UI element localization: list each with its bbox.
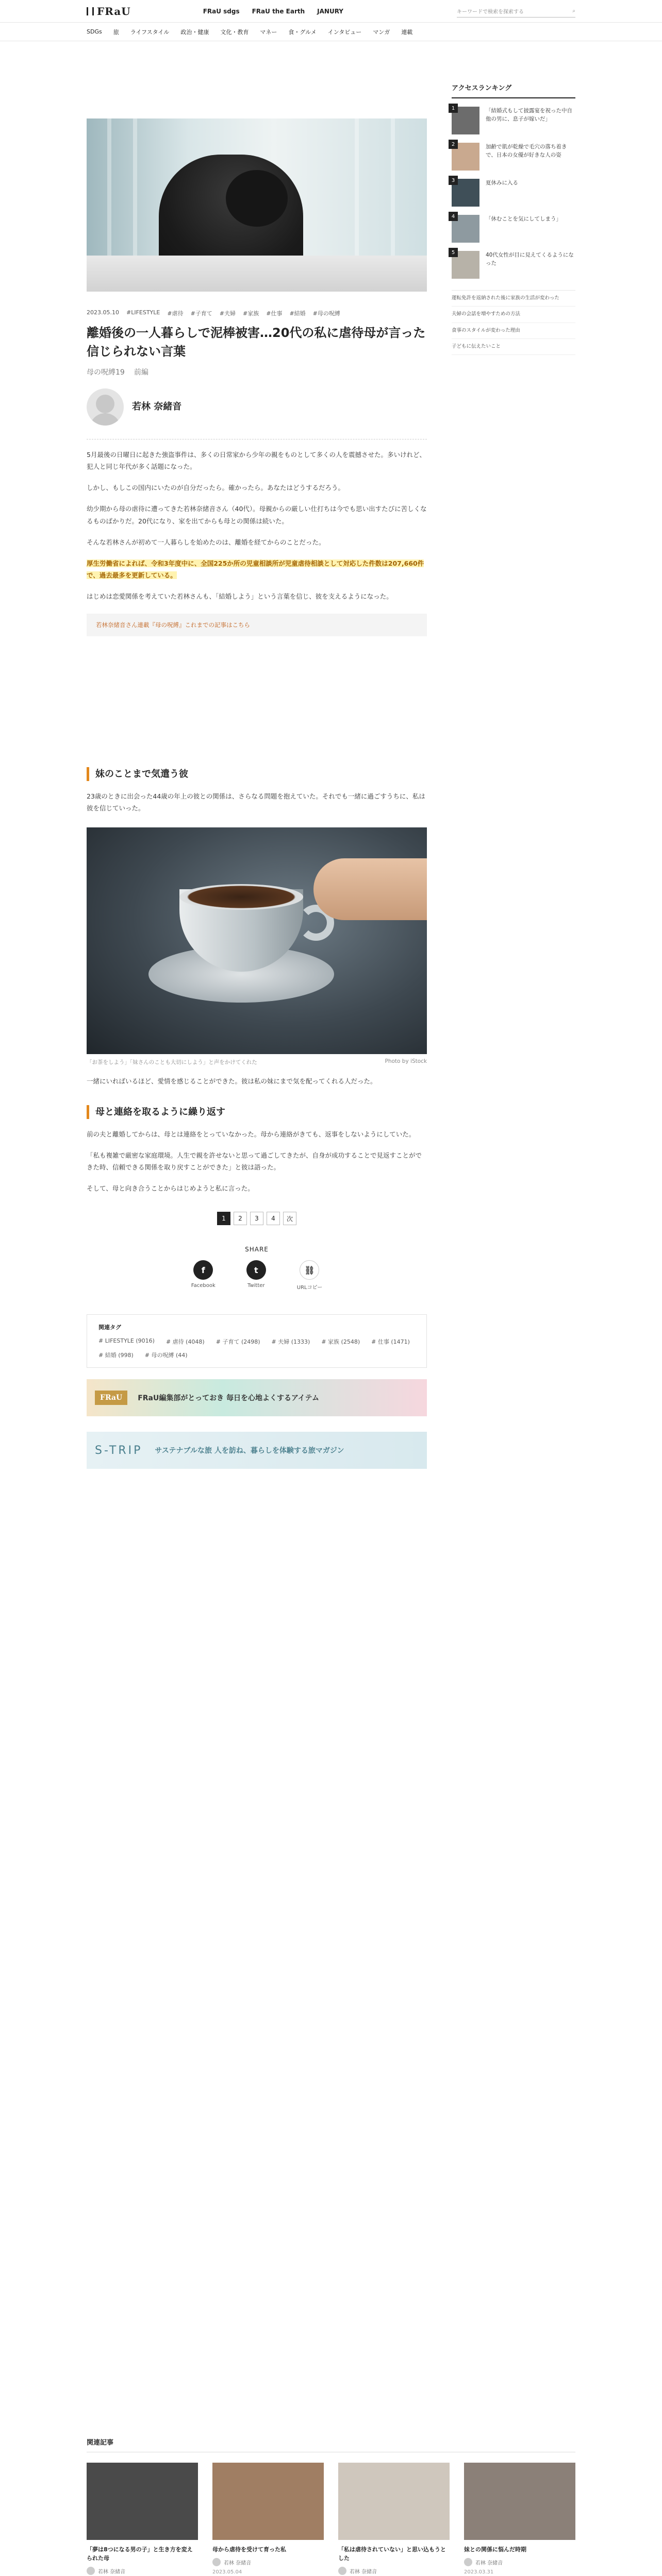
ranking-item[interactable]: 1 「結婚式もして披露宴を祝った中自他の男に、息子が嫁いだ」 bbox=[452, 107, 575, 134]
search-placeholder: キーワードで検索を探索する bbox=[457, 9, 524, 15]
tag-link[interactable]: #結婚 bbox=[289, 310, 306, 317]
paragraph: 一緒にいればいるほど、愛情を感じることができた。彼は私の妹にまで気を配ってくれる人だった。 bbox=[87, 1077, 377, 1086]
topnav-sdgs[interactable]: FRaU sdgs bbox=[203, 7, 240, 15]
page-3[interactable]: 3 bbox=[250, 1212, 263, 1225]
ranking-title: アクセスランキング bbox=[452, 82, 575, 98]
photo-credit: Photo by iStock bbox=[385, 1058, 427, 1065]
author-name[interactable]: 若林 奈緒音 bbox=[132, 401, 182, 412]
caption-text: 「お茶をしよう」「妹さんのことも大切にしよう」と声をかけてくれた bbox=[87, 1059, 257, 1066]
related-card[interactable]: 妹との関係に悩んだ時期 若林 奈緒音 2023.03.31 bbox=[464, 2463, 575, 2576]
search-input[interactable] bbox=[457, 5, 575, 18]
section-heading: 母と連絡を取るように繰り返す bbox=[87, 1105, 427, 1119]
ad-space bbox=[87, 636, 427, 750]
hero-image bbox=[87, 118, 427, 292]
category-nav bbox=[0, 23, 662, 41]
strip-banner[interactable] bbox=[87, 1432, 427, 1469]
facebook-icon: f bbox=[193, 1260, 213, 1280]
article-meta bbox=[87, 309, 427, 317]
cat-health[interactable]: 政治・健康 bbox=[180, 28, 209, 36]
related-note-link[interactable]: 若林奈緒音さん連載『母の呪縛』これまでの記事はこちら bbox=[96, 621, 250, 629]
share-row bbox=[87, 1260, 427, 1291]
banner-text: FRaU編集部がとっておき 毎日を心地よくするアイテム bbox=[138, 1394, 319, 1402]
tag-link[interactable]: #夫婦 bbox=[219, 310, 236, 317]
tag-link[interactable]: #母の呪縛 bbox=[312, 310, 340, 317]
top-bar bbox=[0, 0, 662, 23]
page-next[interactable]: 次 bbox=[283, 1212, 296, 1225]
search-icon[interactable]: ⌕ bbox=[572, 8, 575, 14]
article-date: 2023.05.10 bbox=[87, 309, 119, 316]
related-card[interactable]: 「夢は8つになる男の子」と生き方を変えられた母 若林 奈緒音 bbox=[87, 2463, 198, 2576]
share-url[interactable]: ⛓ URLコピー bbox=[297, 1260, 322, 1291]
series-label bbox=[87, 367, 427, 377]
side-list-item[interactable]: 運転免許を返納された後に家族の生活が変わった bbox=[452, 291, 575, 307]
side-list-item[interactable]: 子どもに伝えたいこと bbox=[452, 339, 575, 355]
side-list-item[interactable]: 夫婦の会話を増やすための方法 bbox=[452, 307, 575, 323]
tag-link[interactable]: #子育て bbox=[190, 310, 212, 317]
topnav-earth[interactable]: FRaU the Earth bbox=[252, 7, 305, 15]
paragraph: 5月最後の日曜日に起きた強盗事件は、多くの日常家から少年の親をものとして多くの人を震撼させた。多いけれど、犯人と同じ年代が多く話題になった。 bbox=[87, 451, 426, 471]
cat-travel[interactable]: 旅 bbox=[113, 28, 119, 36]
cat-series[interactable]: 連載 bbox=[401, 28, 413, 36]
banner-text: サステナブルな旅 人を訪ね、暮らしを体験する旅マガジン bbox=[155, 1447, 344, 1455]
section-heading: 妹のことまで気遣う彼 bbox=[87, 767, 427, 781]
paragraph: しかし、もしこの国内にいたのが自分だったら。確かったら。あなたはどうするだろう。 bbox=[87, 484, 345, 492]
photo-caption bbox=[87, 1058, 427, 1066]
cat-manga[interactable]: マンガ bbox=[373, 28, 390, 36]
tag-chip[interactable]: # 結婚 (998) bbox=[98, 1352, 134, 1359]
coffee-photo bbox=[87, 827, 427, 1054]
tag-chip[interactable]: # 虐待 (4048) bbox=[166, 1338, 205, 1345]
paragraph: そんな若林さんが初めて一人暮らしを始めたのは、離婚を経てからのことだった。 bbox=[87, 538, 325, 546]
side-list bbox=[452, 290, 575, 355]
ranking-item[interactable]: 4 「休むことを気にしてしまう」 bbox=[452, 215, 575, 243]
ranking-item[interactable]: 3 夏休みに入る bbox=[452, 179, 575, 207]
cat-lifestyle[interactable]: ライフスタイル bbox=[130, 28, 170, 36]
paragraph: 23歳のときに出会った44歳の年上の彼との関係は、さらなる問題を抱えていた。それでも一緒に過ごすうちに、私は彼を信じていった。 bbox=[87, 792, 425, 812]
tag-link[interactable]: #虐待 bbox=[167, 310, 184, 317]
share-twitter[interactable]: t Twitter bbox=[246, 1260, 266, 1291]
series-link[interactable]: 母の呪縛19 bbox=[87, 368, 125, 377]
related-card[interactable]: 「私は虐待されていない」と思い込もうとした 若林 奈緒音 bbox=[338, 2463, 450, 2576]
ranking-item[interactable]: 2 加齢で肌が乾燥で毛穴の落ち着きで、日本の女優が好きな人の姿 bbox=[452, 143, 575, 171]
tags-title: 関連タグ bbox=[98, 1324, 121, 1331]
cat-sdgs[interactable]: SDGs bbox=[87, 28, 102, 35]
cat-money[interactable]: マネー bbox=[260, 28, 277, 36]
paragraph: はじめは恋愛関係を考えていた若林さんも、「結婚しよう」という言葉を信じ、彼を支えるようになった。 bbox=[87, 592, 393, 600]
tag-chip[interactable]: # 仕事 (1471) bbox=[371, 1338, 410, 1345]
related-card[interactable]: 母から虐待を受けて育った私 若林 奈緒音 2023.05.04 bbox=[212, 2463, 324, 2576]
site-logo[interactable]: FRaU bbox=[87, 5, 131, 18]
cat-food[interactable]: 食・グルメ bbox=[288, 28, 317, 36]
tag-link[interactable]: #家族 bbox=[243, 310, 259, 317]
tag-chip[interactable]: # 家族 (2548) bbox=[321, 1338, 360, 1345]
top-nav bbox=[203, 8, 343, 15]
share-facebook[interactable]: f Facebook bbox=[191, 1260, 216, 1291]
frau-banner[interactable] bbox=[87, 1379, 427, 1416]
ranking-item[interactable]: 5 40代女性が目に見えてくるようになった bbox=[452, 251, 575, 279]
tag-chip[interactable]: # 夫婦 (1333) bbox=[271, 1338, 310, 1345]
side-list-item[interactable]: 食事のスタイルが変わった理由 bbox=[452, 323, 575, 339]
related-articles bbox=[87, 2437, 575, 2576]
banner-logo: S-TRIP bbox=[95, 1444, 143, 1457]
sidebar bbox=[452, 82, 575, 355]
tag-link[interactable]: #仕事 bbox=[266, 310, 283, 317]
article-title: 離婚後の一人暮らしで泥棒被害…20代の私に虐待母が言った信じられない言葉 bbox=[87, 326, 426, 359]
paragraph bbox=[87, 557, 427, 581]
page-1[interactable]: 1 bbox=[217, 1212, 230, 1225]
banner-logo: FRaU bbox=[95, 1391, 127, 1405]
page-4[interactable]: 4 bbox=[267, 1212, 280, 1225]
related-note[interactable] bbox=[87, 614, 427, 636]
avatar bbox=[87, 388, 124, 426]
paragraph: 前の夫と離婚してからは、母とは連絡をとっていなかった。母から連絡がきても、返事をしないようにしていた。 bbox=[87, 1130, 416, 1138]
twitter-icon: t bbox=[246, 1260, 266, 1280]
link-icon: ⛓ bbox=[300, 1260, 319, 1280]
pagination bbox=[87, 1212, 427, 1225]
author-block[interactable] bbox=[87, 388, 427, 426]
tag-link[interactable]: #LIFESTYLE bbox=[126, 309, 160, 316]
cat-interview[interactable]: インタビュー bbox=[327, 28, 362, 36]
page-2[interactable]: 2 bbox=[234, 1212, 247, 1225]
tags-box bbox=[87, 1314, 427, 1368]
tag-chip[interactable]: # LIFESTYLE (9016) bbox=[98, 1337, 155, 1344]
paragraph: 幼少期から母の虐待に遭ってきた若林奈緒音さん（40代）。母親からの厳しい仕打ちは今でも思い出すたびに苦しくなるものばかりだ。20代になり、家を出てからも母との関係は続いた。 bbox=[87, 505, 427, 525]
related-title: 関連記事 bbox=[87, 2437, 575, 2452]
highlight-text: 厚生労働省によれば、令和3年度中に、全国225か所の児童相談所が児童虐待相談として対応した件数は207,660件で、過去最多を更新している。 bbox=[87, 559, 424, 579]
cat-culture[interactable]: 文化・教育 bbox=[220, 28, 249, 36]
article-main bbox=[87, 82, 427, 1469]
share-label: SHARE bbox=[245, 1246, 269, 1253]
tag-chip[interactable]: # 子育て (2498) bbox=[216, 1338, 260, 1345]
page-label: 前編 bbox=[134, 368, 148, 377]
paragraph: そして、母と向き合うことからはじめようと私に言った。 bbox=[87, 1184, 254, 1192]
paragraph: 「私も複雑で厳密な家庭環境。人生で親を許せないと思って過ごしてきたが、自身が成功することで見返すことができた時、信頼できる関係を取り戻すことができた」と彼は語った。 bbox=[87, 1151, 422, 1171]
topnav-janury[interactable]: JANURY bbox=[317, 7, 343, 15]
tag-chip[interactable]: # 母の呪縛 (44) bbox=[144, 1352, 188, 1359]
